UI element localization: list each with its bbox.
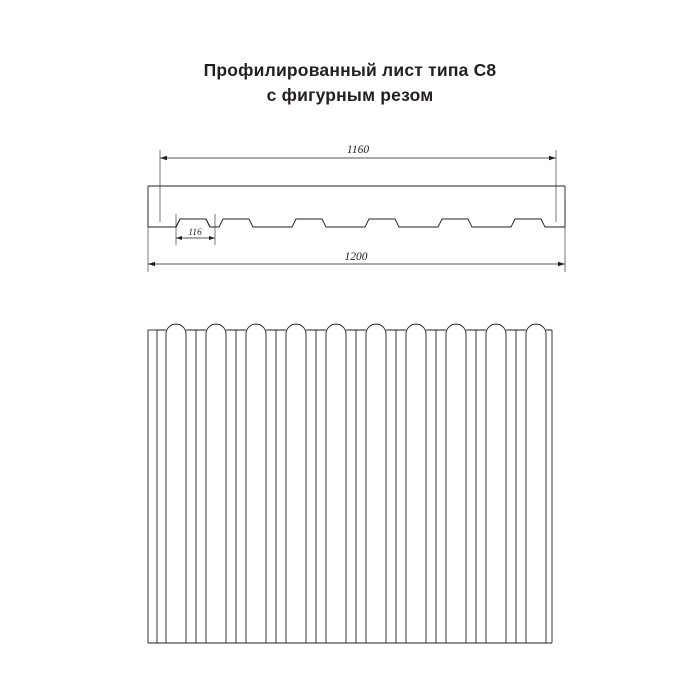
dimension-label-1200: 1200 [344, 251, 368, 263]
dimension-label-1160: 1160 [346, 144, 370, 156]
dimension-label-116: 116 [188, 228, 202, 238]
profile-outline [148, 186, 565, 227]
front-view [148, 324, 552, 643]
figured-cut-top [148, 324, 552, 643]
drawing-title-line-2: с фигурным резом [266, 85, 434, 105]
drawing-title-line-1: Профилированный лист типа С8 [203, 60, 497, 80]
